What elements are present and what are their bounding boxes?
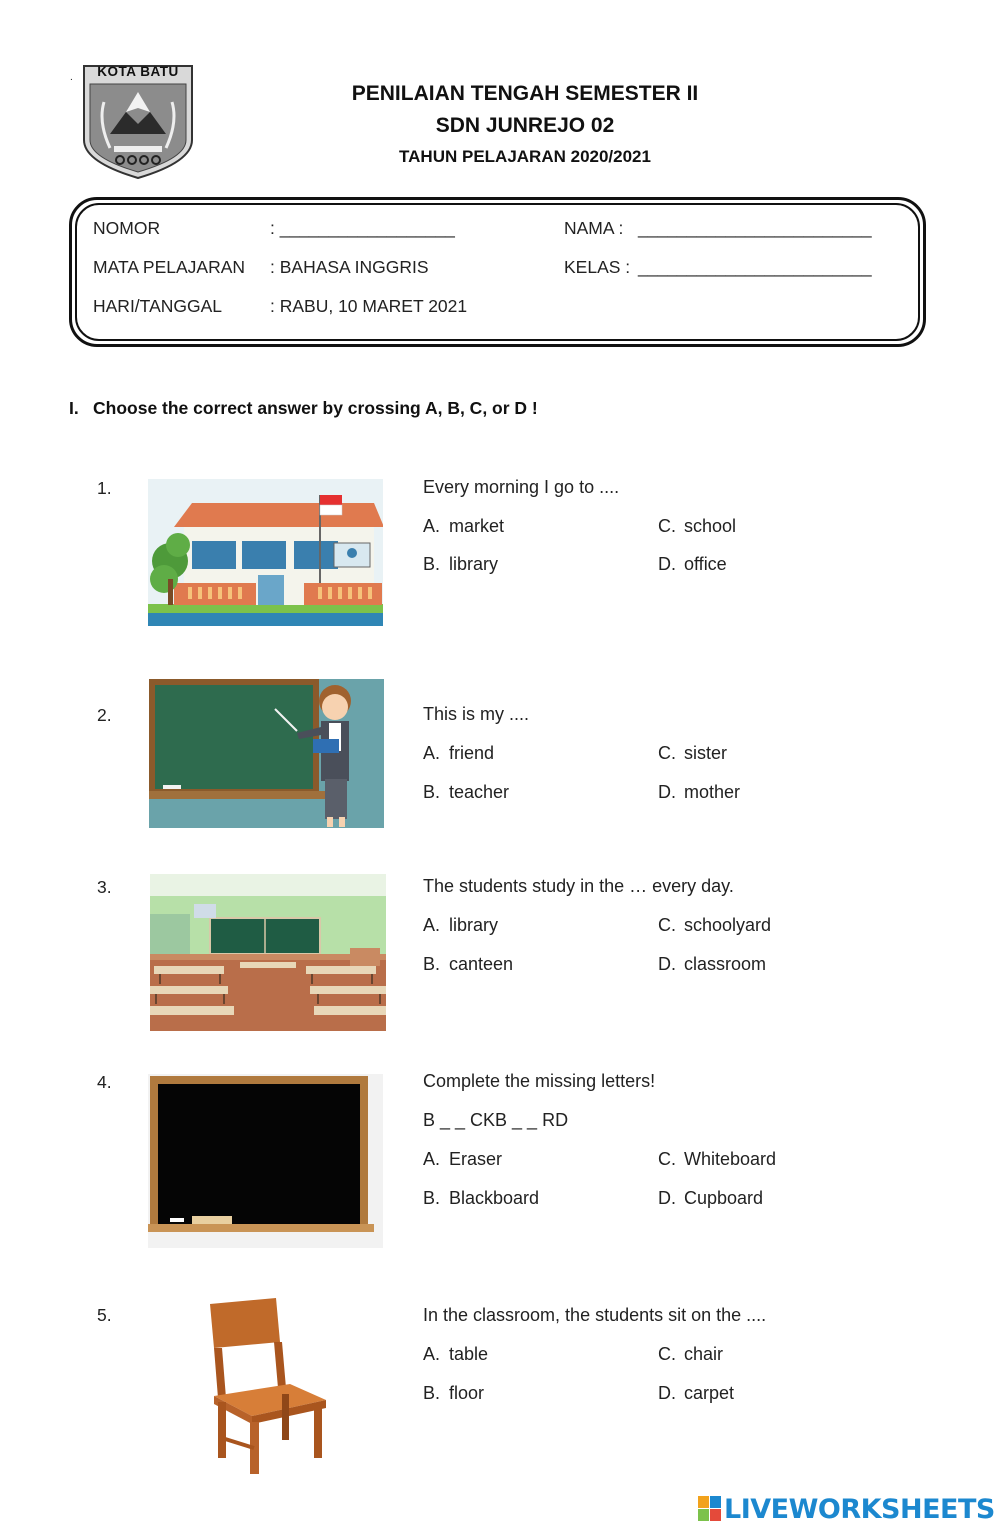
question-3-option-d[interactable] (658, 954, 766, 975)
option-letter: D. (658, 954, 676, 974)
option-letter: D. (658, 782, 676, 802)
kelas-field[interactable]: ________________________ (638, 257, 872, 277)
option-letter: A. (423, 915, 441, 935)
mapel-value: : BAHASA INGGRIS (270, 257, 429, 277)
option-text: office (684, 554, 727, 574)
option-text: school (684, 516, 737, 536)
option-text: library (449, 915, 499, 935)
question-4-option-d[interactable] (658, 1188, 763, 1209)
question-1-number: 1. (97, 478, 112, 498)
option-letter: C. (658, 1344, 676, 1364)
option-text: friend (449, 743, 495, 763)
question-5-option-a[interactable] (423, 1344, 488, 1365)
option-letter: A. (423, 516, 441, 536)
option-text: classroom (684, 954, 767, 974)
question-2-option-a[interactable] (423, 743, 494, 764)
hari-label: HARI/TANGGAL (93, 296, 223, 316)
section-number: I. (69, 398, 79, 418)
logo-text: KOTA BATU (97, 64, 179, 79)
question-2-option-c[interactable] (658, 743, 727, 764)
option-letter: C. (658, 1149, 676, 1169)
option-text: library (449, 554, 499, 574)
question-4-text: Complete the missing letters! (423, 1071, 656, 1091)
question-2-option-d[interactable] (658, 782, 740, 803)
option-letter: B. (423, 782, 441, 802)
instruction-text: Choose the correct answer by crossing A, B, C, or D ! (93, 398, 538, 418)
option-letter: D. (658, 554, 676, 574)
stray-dot: . (70, 72, 73, 83)
kelas-label: KELAS : (564, 257, 631, 277)
nomor-field[interactable]: : __________________ (270, 218, 455, 238)
option-text: sister (684, 743, 728, 763)
classroom-image (150, 874, 386, 1031)
teacher-at-board-image (149, 679, 384, 828)
option-text: schoolyard (684, 915, 772, 935)
option-text: teacher (449, 782, 510, 802)
question-5-number: 5. (97, 1305, 112, 1325)
school-name: SDN JUNREJO 02 (435, 114, 615, 137)
nama-field[interactable]: ________________________ (638, 218, 872, 238)
liveworksheets-logo[interactable] (698, 1494, 995, 1524)
nama-label: NAMA : (564, 218, 624, 238)
question-1-option-b[interactable] (423, 554, 498, 575)
question-2-text: This is my .... (423, 704, 530, 724)
document-header (250, 78, 800, 172)
question-3-option-a[interactable] (423, 915, 498, 936)
option-letter: C. (658, 743, 676, 763)
question-2-option-b[interactable] (423, 782, 509, 803)
question-5-option-c[interactable] (658, 1344, 723, 1365)
option-letter: A. (423, 743, 441, 763)
question-3-text: The students study in the … every day. (423, 876, 734, 896)
liveworksheets-icon (698, 1496, 722, 1522)
question-4-number: 4. (97, 1072, 112, 1092)
option-text: chair (684, 1344, 724, 1364)
exam-title: PENILAIAN TENGAH SEMESTER II (351, 82, 699, 105)
option-text: carpet (684, 1383, 735, 1403)
option-text: table (449, 1344, 489, 1364)
question-1-option-c[interactable] (658, 516, 736, 537)
question-5-option-b[interactable] (423, 1383, 484, 1404)
option-letter: D. (658, 1188, 676, 1208)
blackboard-image (148, 1074, 383, 1248)
option-text: canteen (449, 954, 514, 974)
mapel-label: MATA PELAJARAN (93, 257, 246, 277)
option-text: Cupboard (684, 1188, 764, 1208)
hari-value: : RABU, 10 MARET 2021 (270, 296, 468, 316)
school-building-image (148, 479, 383, 626)
option-letter: D. (658, 1383, 676, 1403)
question-3-option-b[interactable] (423, 954, 513, 975)
option-letter: B. (423, 954, 441, 974)
question-4-missing-letters: B _ _ CKB _ _ RD (423, 1110, 569, 1130)
question-3-option-c[interactable] (658, 915, 771, 936)
question-5-option-d[interactable] (658, 1383, 734, 1404)
option-letter: B. (423, 1188, 441, 1208)
wooden-chair-image (204, 1298, 328, 1474)
question-1-option-a[interactable] (423, 516, 504, 537)
brand-name: LIVEWORKSHEETS (724, 1493, 995, 1525)
question-1-option-d[interactable] (658, 554, 727, 575)
option-letter: A. (423, 1149, 441, 1169)
option-text: floor (449, 1383, 485, 1403)
kota-batu-emblem (80, 62, 196, 180)
question-3-number: 3. (97, 877, 112, 897)
question-1-text: Every morning I go to .... (423, 477, 620, 497)
option-letter: B. (423, 554, 441, 574)
option-letter: C. (658, 915, 676, 935)
question-2-number: 2. (97, 705, 112, 725)
section-instruction (69, 398, 538, 419)
question-4-option-c[interactable] (658, 1149, 776, 1170)
option-letter: B. (423, 1383, 441, 1403)
option-text: Blackboard (449, 1188, 540, 1208)
option-text: market (449, 516, 505, 536)
option-text: Whiteboard (684, 1149, 777, 1169)
nomor-label: NOMOR (93, 218, 161, 238)
option-letter: C. (658, 516, 676, 536)
option-letter: A. (423, 1344, 441, 1364)
question-5-text: In the classroom, the students sit on the .... (423, 1305, 767, 1325)
question-4-option-b[interactable] (423, 1188, 539, 1209)
option-text: Eraser (449, 1149, 503, 1169)
academic-year: TAHUN PELAJARAN 2020/2021 (399, 147, 651, 166)
option-text: mother (684, 782, 741, 802)
question-4-option-a[interactable] (423, 1149, 502, 1170)
